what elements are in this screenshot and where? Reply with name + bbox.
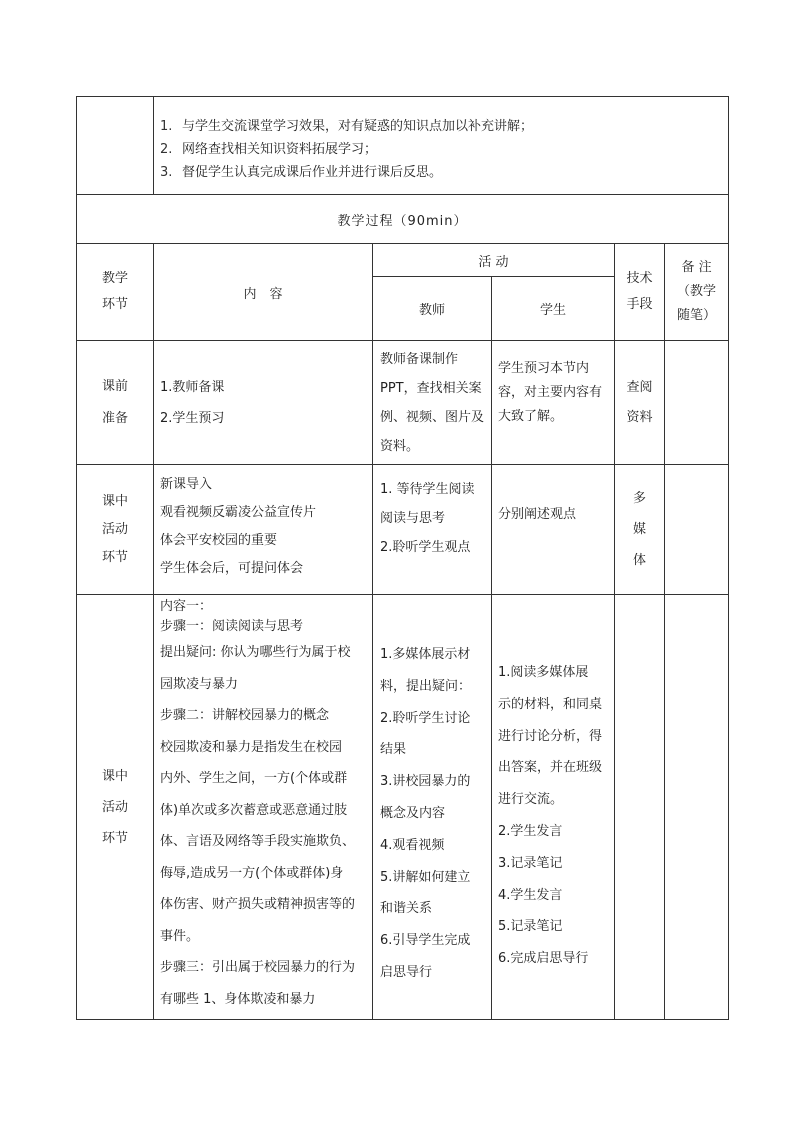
tech-cell: 查阅 资料 (615, 341, 665, 465)
header-stage: 教学 环节 (77, 244, 154, 341)
process-title: 教学过程（90min） (77, 195, 729, 244)
teacher-cell: 1. 等待学生阅读 阅读与思考 2.聆听学生观点 (373, 465, 492, 595)
content-cell: 1.教师备课 2.学生预习 (154, 341, 373, 465)
header-content: 内 容 (154, 244, 373, 341)
content-cell: 内容一： 步骤一：阅读阅读与思考 提出疑问: 你认为哪些行为属于校 园欺凌与暴力 步骤二：讲解校园暴力的概念 校园欺凌和暴力是指发生在校园 内外、学生之间，一方(个体或群 体)单次或多次蓄意或恶意通过肢 体、言语及网络等手段实施欺负、 侮辱,造成另一方(个体或群体)身 体伤害、财产损失或精神损害等的 事件。 步骤三：引出属于校园暴力的行为 有哪些 1、身体欺凌和暴力 (154, 595, 373, 1020)
goal-item: 3. 督促学生认真完成课后作业并进行课后反思。 (160, 165, 443, 180)
stage-cell: 课中 活动 环节 (77, 595, 154, 1020)
teacher-cell: 教师备课制作 PPT，查找相关案 例、视频、图片及 资料。 (373, 341, 492, 465)
tech-cell (615, 595, 665, 1020)
student-cell: 1.阅读多媒体展 示的材料，和同桌 进行讨论分析，得 出答案，并在班级 进行交流。 2.学生发言 3.记录笔记 4.学生发言 5.记录笔记 6.完成启思导行 (492, 595, 615, 1020)
notes-cell (665, 465, 729, 595)
header-teacher: 教师 (373, 277, 492, 341)
student-cell: 分别阐述观点 (492, 465, 615, 595)
goals-label-cell (77, 97, 154, 195)
goals-cell (154, 97, 729, 195)
table-row (77, 465, 729, 595)
header-notes: 备 注 （教学 随笔） (665, 244, 729, 341)
content-cell: 新课导入 观看视频反霸凌公益宣传片 体会平安校园的重要 学生体会后，可提问体会 (154, 465, 373, 595)
tech-cell: 多 媒 体 (615, 465, 665, 595)
stage-cell: 课前 准备 (77, 341, 154, 465)
header-activity: 活 动 (373, 244, 615, 277)
goal-item: 1. 与学生交流课堂学习效果，对有疑惑的知识点加以补充讲解； (160, 119, 534, 134)
teacher-cell: 1.多媒体展示材 料，提出疑问： 2.聆听学生讨论 结果 3.讲校园暴力的 概念及内容 4.观看视频 5.讲解如何建立 和谐关系 6.引导学生完成 启思导行 (373, 595, 492, 1020)
table-row (77, 341, 729, 465)
goal-item: 2. 网络查找相关知识资料拓展学习； (160, 142, 378, 157)
table-row (77, 595, 729, 1020)
lesson-plan-table (76, 96, 729, 1020)
stage-cell: 课中 活动 环节 (77, 465, 154, 595)
header-tech: 技术 手段 (615, 244, 665, 341)
student-cell: 学生预习本节内 容，对主要内容有 大致了解。 (492, 341, 615, 465)
header-student: 学生 (492, 277, 615, 341)
goals-list (160, 115, 728, 184)
notes-cell (665, 595, 729, 1020)
notes-cell (665, 341, 729, 465)
